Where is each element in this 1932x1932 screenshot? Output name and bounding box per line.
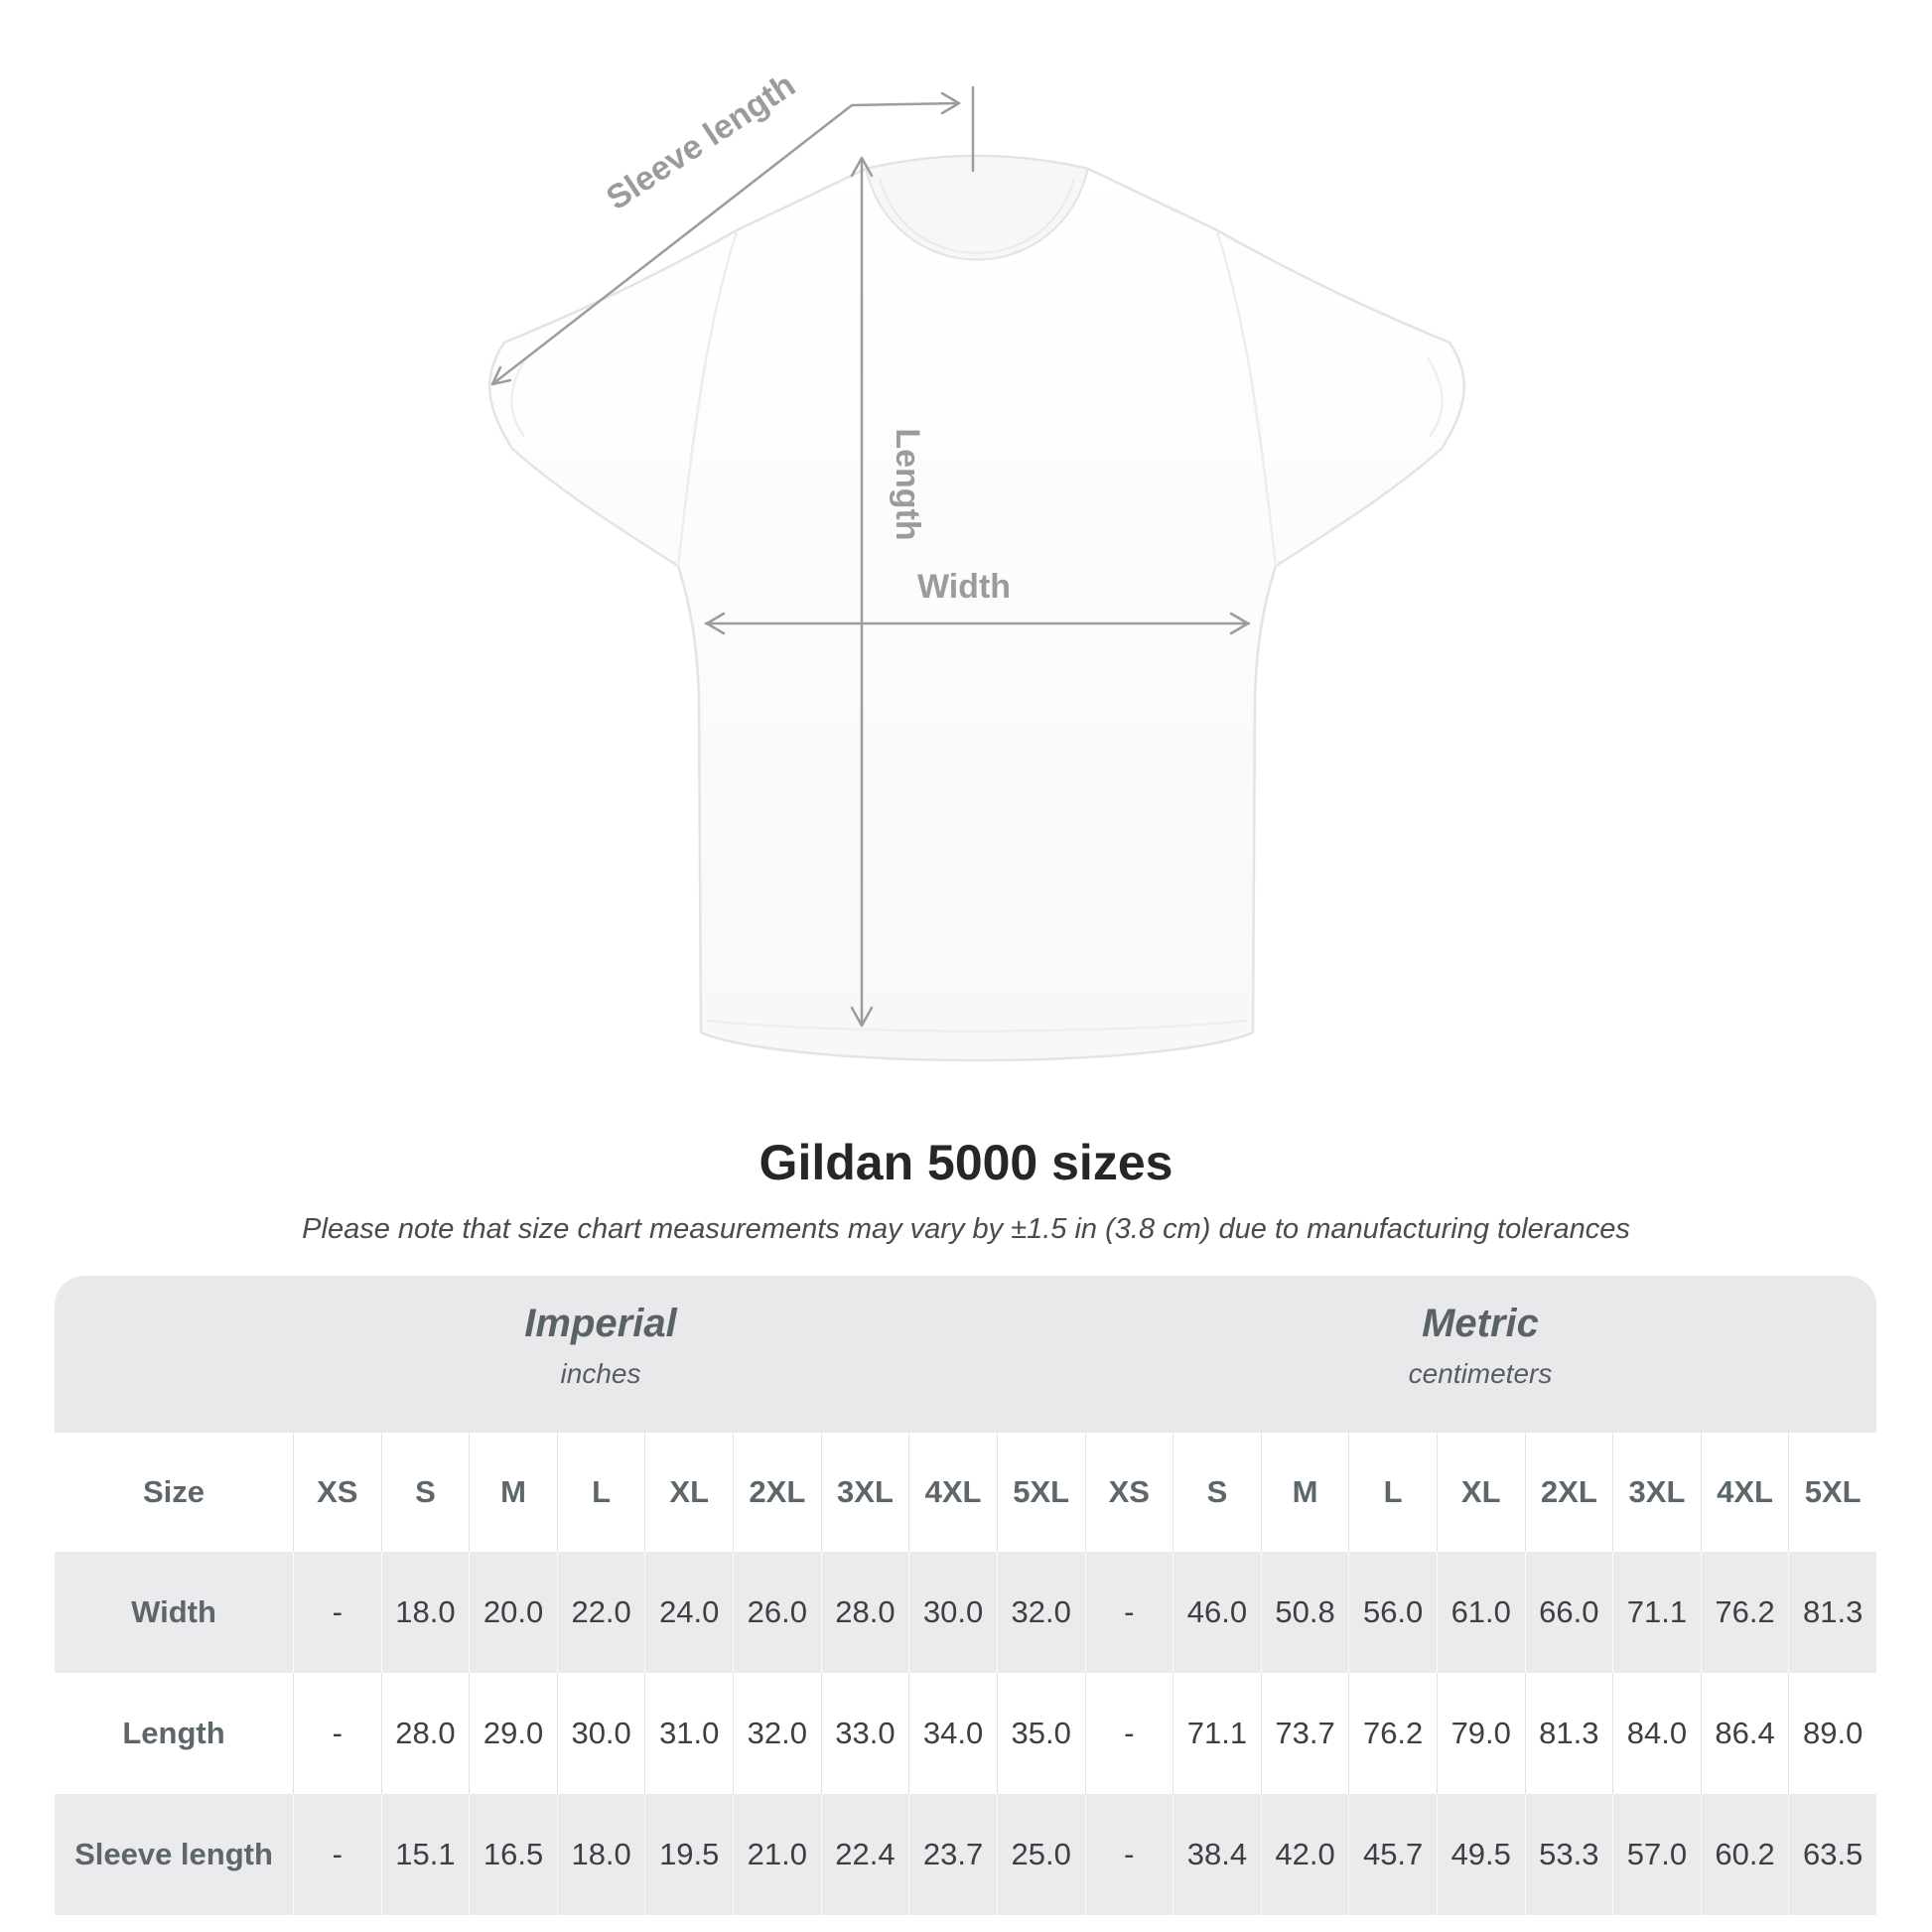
value-cell: 56.0 (1348, 1552, 1437, 1673)
value-cell: 76.2 (1348, 1673, 1437, 1794)
value-cell: 81.3 (1788, 1552, 1876, 1673)
value-cell: 33.0 (821, 1673, 909, 1794)
size-header-cell: M (1261, 1433, 1349, 1552)
value-cell: 18.0 (381, 1552, 470, 1673)
length-label: Length (889, 428, 926, 541)
size-header-cell: S (1173, 1433, 1261, 1552)
value-cell: 79.0 (1437, 1673, 1525, 1794)
value-cell: 16.5 (469, 1794, 557, 1915)
value-cell: 23.7 (908, 1794, 997, 1915)
value-cell: 57.0 (1612, 1794, 1701, 1915)
metric-unit-label: centimeters (1408, 1358, 1553, 1389)
imperial-label: Imperial (524, 1302, 677, 1345)
value-cell: 84.0 (1612, 1673, 1701, 1794)
size-header-cell: L (1348, 1433, 1437, 1552)
unit-group-header (55, 1276, 1876, 1433)
value-cell: 71.1 (1173, 1673, 1261, 1794)
value-cell: 60.2 (1701, 1794, 1789, 1915)
value-cell: 32.0 (997, 1552, 1085, 1673)
size-header-cell: 2XL (733, 1433, 821, 1552)
size-table (55, 1276, 1876, 1915)
width-label: Width (916, 568, 1012, 606)
value-cell: 45.7 (1348, 1794, 1437, 1915)
metric-label: Metric (1422, 1302, 1539, 1345)
value-cell: 46.0 (1173, 1552, 1261, 1673)
size-header-cell: 4XL (908, 1433, 997, 1552)
value-cell: 19.5 (644, 1794, 733, 1915)
value-cell: 22.4 (821, 1794, 909, 1915)
size-column-header: Size (142, 1474, 206, 1509)
value-cell: 89.0 (1788, 1673, 1876, 1794)
value-cell: 30.0 (557, 1673, 645, 1794)
sleeve-length-label: Sleeve length (600, 66, 802, 218)
value-cell: 26.0 (733, 1552, 821, 1673)
value-cell: 61.0 (1437, 1552, 1525, 1673)
value-cell: 66.0 (1525, 1552, 1613, 1673)
page-subtitle: Please note that size chart measurements may vary by ±1.5 in (3.8 cm) due to manufacturing tolerances (302, 1213, 1630, 1245)
size-header-cell: 3XL (1612, 1433, 1701, 1552)
value-cell: 49.5 (1437, 1794, 1525, 1915)
metric-group-header (1083, 1302, 1877, 1390)
value-cell: - (1085, 1794, 1173, 1915)
value-cell: - (293, 1794, 381, 1915)
table-header-row (55, 1433, 1876, 1552)
table-row (55, 1673, 1876, 1794)
value-cell: 63.5 (1788, 1794, 1876, 1915)
value-cell: 21.0 (733, 1794, 821, 1915)
value-cell: 86.4 (1701, 1673, 1789, 1794)
value-cell: 25.0 (997, 1794, 1085, 1915)
size-header-cell: 2XL (1525, 1433, 1613, 1552)
value-cell: 71.1 (1612, 1552, 1701, 1673)
size-header-cell: XL (1437, 1433, 1525, 1552)
size-header-cell: S (381, 1433, 470, 1552)
value-cell: 35.0 (997, 1673, 1085, 1794)
value-cell: 29.0 (469, 1673, 557, 1794)
tshirt-image (489, 156, 1464, 1060)
value-cell: - (293, 1552, 381, 1673)
row-label: Width (131, 1594, 216, 1629)
value-cell: 38.4 (1173, 1794, 1261, 1915)
value-cell: - (293, 1673, 381, 1794)
page-title: Gildan 5000 sizes (759, 1135, 1173, 1190)
value-cell: 50.8 (1261, 1552, 1349, 1673)
size-header-cell: 3XL (821, 1433, 909, 1552)
size-header-cell: XL (644, 1433, 733, 1552)
value-cell: 15.1 (381, 1794, 470, 1915)
value-cell: 18.0 (557, 1794, 645, 1915)
size-header-cell: XS (293, 1433, 381, 1552)
value-cell: 30.0 (908, 1552, 997, 1673)
value-cell: 34.0 (908, 1673, 997, 1794)
value-cell: - (1085, 1552, 1173, 1673)
value-cell: 31.0 (644, 1673, 733, 1794)
imperial-group-header (55, 1302, 1147, 1390)
size-header-cell: 5XL (1788, 1433, 1876, 1552)
size-header-cell: 5XL (997, 1433, 1085, 1552)
size-header-cell: 4XL (1701, 1433, 1789, 1552)
value-cell: 32.0 (733, 1673, 821, 1794)
imperial-unit-label: inches (560, 1358, 641, 1389)
value-cell: 42.0 (1261, 1794, 1349, 1915)
size-header-cell: L (557, 1433, 645, 1552)
size-table-grid (55, 1433, 1876, 1915)
value-cell: 73.7 (1261, 1673, 1349, 1794)
table-row (55, 1794, 1876, 1915)
value-cell: 53.3 (1525, 1794, 1613, 1915)
value-cell: 81.3 (1525, 1673, 1613, 1794)
size-header-cell: XS (1085, 1433, 1173, 1552)
value-cell: 24.0 (644, 1552, 733, 1673)
value-cell: - (1085, 1673, 1173, 1794)
row-label: Sleeve length (74, 1837, 273, 1871)
table-row (55, 1552, 1876, 1673)
value-cell: 20.0 (469, 1552, 557, 1673)
size-header-cell: M (469, 1433, 557, 1552)
value-cell: 28.0 (381, 1673, 470, 1794)
value-cell: 76.2 (1701, 1552, 1789, 1673)
value-cell: 22.0 (557, 1552, 645, 1673)
row-label: Length (122, 1716, 225, 1750)
value-cell: 28.0 (821, 1552, 909, 1673)
